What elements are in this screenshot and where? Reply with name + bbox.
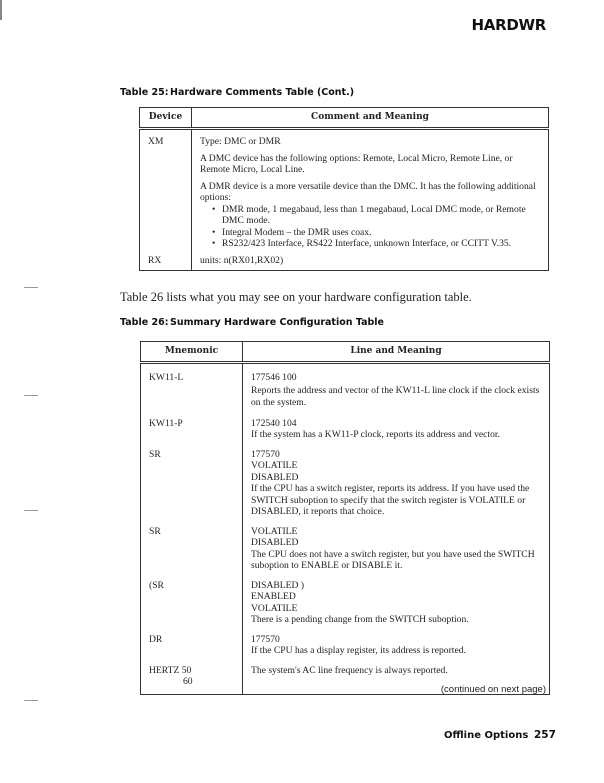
table26-header-row: [141, 342, 550, 363]
scan-edge-mark: [0, 0, 2, 20]
mnemonic-line: 60: [183, 676, 193, 687]
mnemonic-cell: DR: [141, 626, 243, 657]
device-cell: RX: [140, 250, 192, 271]
meaning-line: The system's AC line frequency is always reported.: [251, 664, 448, 676]
meaning-line: There is a pending change from the SWITCH suboption.: [251, 614, 469, 625]
list-item: • DMR mode, 1 megabaud, less than 1 megabaud, Local DMC mode, or Remote DMC mode.: [214, 204, 540, 227]
table-row: [141, 441, 550, 518]
meaning-line: DISABLED ): [251, 579, 305, 591]
meaning-line: 177570: [251, 633, 280, 645]
table26: [140, 341, 550, 695]
column-header-mnemonic: Mnemonic: [141, 342, 243, 363]
meaning-cell: [243, 572, 550, 626]
footer-section-title: Offline Options: [444, 730, 529, 741]
margin-mark: [24, 510, 38, 511]
meaning-cell: [243, 410, 550, 441]
table25-caption: [120, 87, 354, 98]
running-head: HARDWR: [471, 16, 546, 34]
column-header-comment: Comment and Meaning: [192, 108, 549, 129]
meaning-line: DISABLED: [251, 471, 299, 483]
meaning-line: 177546 100: [251, 372, 297, 383]
table-row: [140, 250, 549, 271]
mnemonic-cell: KW11-L: [141, 363, 243, 410]
device-cell: XM: [140, 129, 192, 250]
list-item: • Integral Modem – the DMR uses coax.: [214, 227, 540, 239]
meaning-line: 172540 104: [251, 417, 297, 429]
meaning-cell: [243, 626, 550, 657]
meaning-line: VOLATILE: [251, 525, 298, 537]
meaning-line: The CPU does not have a switch register, but you have used the SWITCH suboption to ENABLE or DISABLE it.: [251, 548, 535, 571]
margin-mark: [24, 395, 38, 396]
table-row: [140, 129, 549, 250]
table25-caption-number: Table 25:: [120, 87, 169, 98]
column-header-device: Device: [140, 108, 192, 129]
meaning-line: DISABLED: [251, 537, 299, 548]
margin-mark: [24, 700, 38, 701]
table-row: [141, 363, 550, 410]
meaning-line: VOLATILE: [251, 602, 298, 614]
table26-caption-number: Table 26:: [120, 317, 169, 328]
table-row: [141, 572, 550, 626]
table-row: [141, 410, 550, 441]
table26-caption: [120, 317, 384, 328]
mnemonic-cell: SR: [141, 441, 243, 518]
intro-sentence: Table 26 lists what you may see on your hardware configuration table.: [120, 290, 472, 304]
comment-paragraph: A DMR device is a more versatile device than the DMC. It has the following additional options:: [200, 180, 536, 203]
table26-caption-title: Summary Hardware Configuration Table: [170, 317, 384, 328]
meaning-line: Reports the address and vector of the KW11-L line clock if the clock exists on the system.: [251, 384, 540, 408]
table25: [139, 107, 549, 271]
table25-caption-title: Hardware Comments Table (Cont.): [170, 87, 355, 98]
meaning-line: VOLATILE: [251, 460, 298, 471]
table-row: [141, 518, 550, 572]
column-header-line-meaning: Line and Meaning: [243, 342, 550, 363]
comment-paragraph: Type: DMC or DMR: [200, 136, 281, 147]
margin-mark: [24, 287, 38, 288]
meaning-line: If the CPU has a switch register, reports its address. If you have used the SWITCH suboption to specify that the switch register is VOLATILE or DISABLED, it reports that choice.: [251, 483, 530, 517]
meaning-line: If the CPU has a display register, its address is reported.: [251, 645, 466, 656]
meaning-line: 177570: [251, 448, 280, 460]
mnemonic-cell: SR: [141, 518, 243, 572]
meaning-line: If the system has a KW11-P clock, reports its address and vector.: [251, 429, 500, 440]
meaning-line: ENABLED: [251, 591, 296, 602]
mnemonic-line: HERTZ 50: [149, 664, 192, 676]
comment-paragraph: A DMC device has the following options: Remote, Local Micro, Remote Line, or Remote Micro, Local Line.: [200, 152, 513, 175]
meaning-cell: [243, 363, 550, 410]
options-list: [200, 204, 540, 250]
list-item: • RS232/423 Interface, RS422 Interface, unknown Interface, or CCITT V.35.: [214, 238, 540, 250]
meaning-cell: [243, 441, 550, 518]
page-number: 257: [534, 729, 556, 741]
comment-cell: [192, 129, 549, 250]
comment-cell: units: n(RX01,RX02): [200, 254, 284, 266]
mnemonic-cell: (SR: [141, 572, 243, 626]
continued-note: (continued on next page): [440, 684, 546, 695]
table25-header-row: [140, 108, 549, 129]
mnemonic-cell: [141, 657, 243, 695]
mnemonic-cell: KW11-P: [141, 410, 243, 441]
table-row: [141, 626, 550, 657]
meaning-cell: [243, 518, 550, 572]
